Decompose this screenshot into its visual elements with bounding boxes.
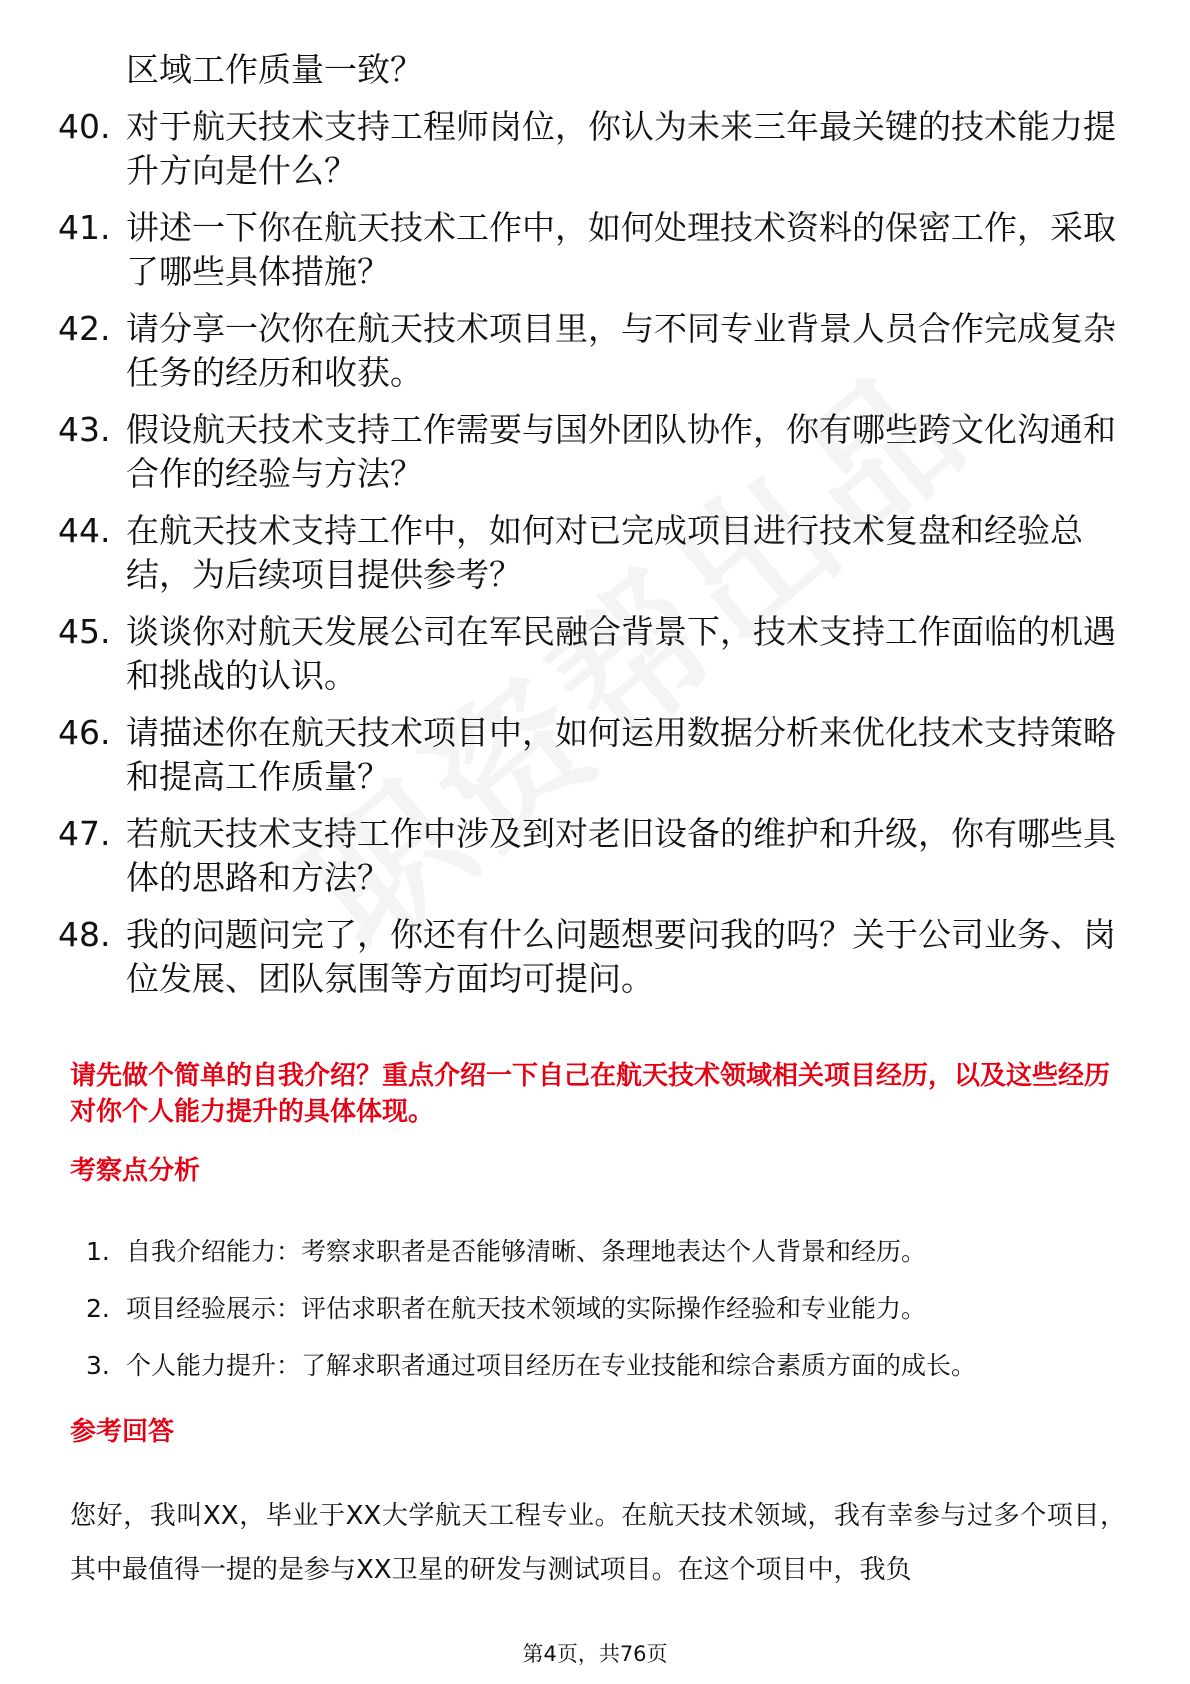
question-number: 42. — [58, 309, 111, 348]
question-item — [58, 206, 1118, 294]
question-text: 若航天技术支持工作中涉及到对老旧设备的维护和升级，你有哪些具体的思路和方法？ — [126, 814, 1116, 897]
question-number: 44. — [58, 511, 111, 550]
question-number: 48. — [58, 915, 111, 954]
question-text: 对于航天技术支持工程师岗位，你认为未来三年最关键的技术能力提升方向是什么？ — [126, 107, 1116, 190]
question-text: 假设航天技术支持工作需要与国外团队协作，你有哪些跨文化沟通和合作的经验与方法？ — [126, 410, 1116, 493]
question-item — [58, 105, 1118, 193]
analysis-point — [70, 1346, 1120, 1386]
question-item — [58, 812, 1118, 900]
point-number: 3. — [86, 1351, 110, 1380]
question-number: 43. — [58, 410, 111, 449]
question-text: 谈谈你对航天发展公司在军民融合背景下，技术支持工作面临的机遇和挑战的认识。 — [126, 612, 1116, 695]
point-text: 自我介绍能力：考察求职者是否能够清晰、条理地表达个人背景和经历。 — [126, 1237, 927, 1266]
analysis-point — [70, 1289, 1120, 1329]
question-number: 40. — [58, 107, 111, 146]
reference-title: 参考回答 — [70, 1417, 175, 1447]
question-item — [58, 913, 1118, 1001]
point-text: 项目经验展示：评估求职者在航天技术领域的实际操作经验和专业能力。 — [126, 1294, 927, 1323]
question-item — [58, 509, 1118, 597]
highlight-question: 请先做个简单的自我介绍？重点介绍一下自己在航天技术领域相关项目经历，以及这些经历对你个人能力提升的具体体现。 — [70, 1061, 1111, 1127]
question-list — [58, 48, 1118, 1014]
analysis-title: 考察点分析 — [70, 1156, 201, 1186]
question-text: 请描述你在航天技术项目中，如何运用数据分析来优化技术支持策略和提高工作质量？ — [126, 713, 1116, 796]
question-text: 请分享一次你在航天技术项目里，与不同专业背景人员合作完成复杂任务的经历和收获。 — [126, 309, 1116, 392]
question-number: 47. — [58, 814, 111, 853]
question-item — [58, 48, 1118, 92]
page-footer: 第4页，共76页 — [522, 1642, 668, 1666]
question-item — [58, 610, 1118, 698]
point-number: 2. — [86, 1294, 110, 1323]
question-text: 在航天技术支持工作中，如何对已完成项目进行技术复盘和经验总结，为后续项目提供参考？ — [126, 511, 1083, 594]
point-text: 个人能力提升：了解求职者通过项目经历在专业技能和综合素质方面的成长。 — [126, 1351, 977, 1380]
analysis-points — [70, 1232, 1120, 1403]
question-text: 我的问题问完了，你还有什么问题想要问我的吗？关于公司业务、岗位发展、团队氛围等方面均可提问。 — [126, 915, 1116, 998]
question-item — [58, 408, 1118, 496]
analysis-point — [70, 1232, 1120, 1272]
reference-answer: 您好，我叫XX，毕业于XX大学航天工程专业。在航天技术领域，我有幸参与过多个项目，其中最值得一提的是参与XX卫星的研发与测试项目。在这个项目中，我负 — [70, 1501, 1126, 1585]
question-number: 46. — [58, 713, 111, 752]
question-number: 45. — [58, 612, 111, 651]
question-text: 讲述一下你在航天技术工作中，如何处理技术资料的保密工作，采取了哪些具体措施？ — [126, 208, 1116, 291]
question-number: 41. — [58, 208, 111, 247]
question-text: 区域工作质量一致？ — [126, 50, 423, 89]
point-number: 1. — [86, 1237, 110, 1266]
question-item — [58, 307, 1118, 395]
question-item — [58, 711, 1118, 799]
